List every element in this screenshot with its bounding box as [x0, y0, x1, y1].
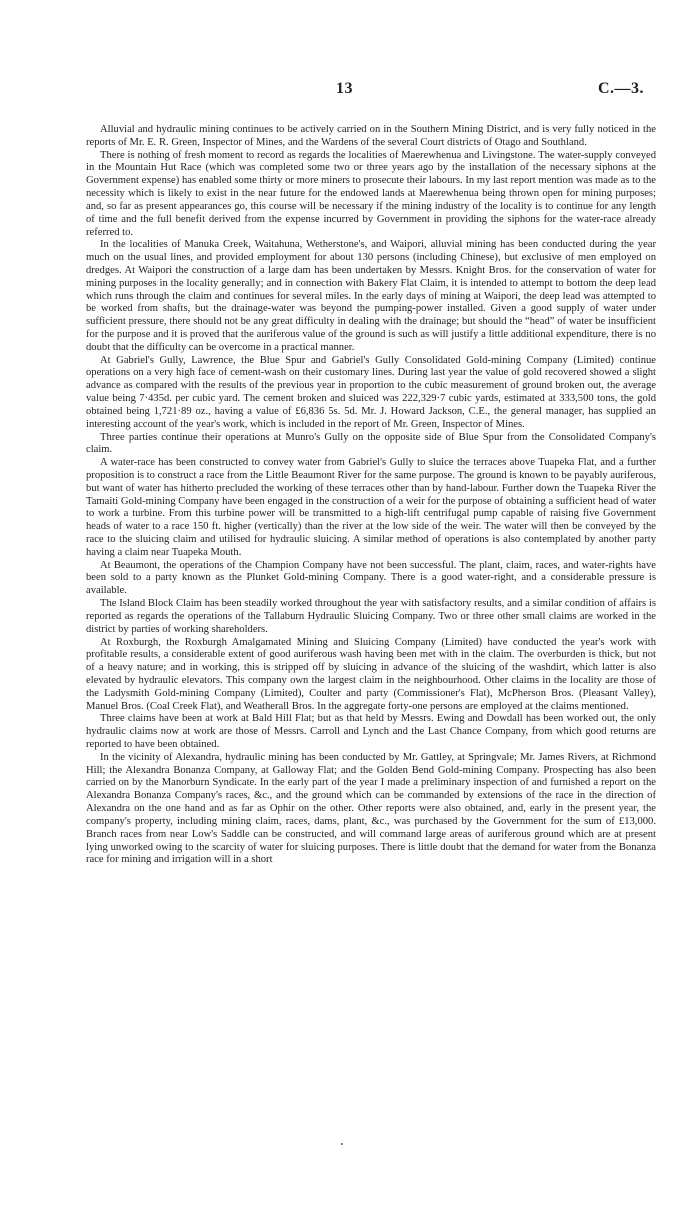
page-number: 13	[336, 80, 353, 97]
report-body	[86, 124, 656, 867]
paragraph-roxburgh: At Roxburgh, the Roxburgh Amalgamated Mining and Sluicing Company (Limited) have conducted the year's work with profitable results, a considerable extent of good auriferous wash having been met with in the claim. The overburden is thick, but not of a heavy nature; and in working, this is stripped off by sluicing in advance of the sluicing of the washdirt, which latter is also elevated by hydraulic elevators. This company own the largest claim in the neighbourhood. Other claims in the locality are those of the Ladysmith Gold-mining Company (Limited), Coulter and party (Commissioner's Flat), McPherson Bros. (Pleasant Valley), Manuel Bros. (Coal Creek Flat), and Weatherall Bros. In the aggregate forty-one persons are employed at the claims mentioned.	[86, 636, 656, 712]
paragraph-maerewhenua: There is nothing of fresh moment to record as regards the localities of Maerewhenua and Livingstone. The water-supply conveyed in the Mountain Hut Race (which was completed some two or three years ago by the installation of the necessary siphons at the Government expense) has enabled some thirty or more miners to prosecute their labours. In my last report mention was made as to the necessity which is likely to exist in the near future for the endowed lands at Maerewhenua being thrown open for mining purposes; and, so far as present appearances go, this course will be necessary if the mining industry of the locality is to continue for any length of time and the full benefit derived from the expense incurred by Government in providing the siphons for the water-race already referred to.	[86, 149, 656, 238]
paragraph-bald-hill-flat: Three claims have been at work at Bald Hill Flat; but as that held by Messrs. Ewing and Dowdall has been worked out, the only hydraulic claims now at work are those of Messrs. Carroll and Lynch and the Last Chance Company, from which good returns are reported to have been obtained.	[86, 713, 656, 750]
paragraph-water-race-tuapeka: A water-race has been constructed to convey water from Gabriel's Gully to sluice the terraces above Tuapeka Flat, and a further proposition is to construct a race from the Little Beaumont River for the same purpose. The ground is known to be payably auriferous, but want of water has hitherto precluded the working of these terraces other than by hand-labour. Further down the Tuapeka River the Tamaiti Gold-mining Company have been engaged in the construction of a weir for the purpose of obtaining a sufficient head of water to work a turbine. From this turbine power will be transmitted to a high-lift centrifugal pump capable of raising five Government heads of water to a race 150 ft. higher (vertically) than the river at the low side of the weir. The water will then be conveyed by the race to the sluicing claim and utilised for hydraulic sluicing. A similar method of operations is also contemplated by another party having a claim near Tuapeka Mouth.	[86, 457, 656, 558]
paragraph-beaumont: At Beaumont, the operations of the Champion Company have not been successful. The plant, claim, races, and water-rights have been sold to a party known as the Plunket Gold-mining Company. There is a good water-right, and a considerable pressure is available.	[86, 559, 656, 597]
paragraph-alexandra: In the vicinity of Alexandra, hydraulic mining has been conducted by Mr. Gattley, at Springvale; Mr. James Rivers, at Richmond Hill; the Alexandra Bonanza Company, at Galloway Flat; and the Golden Bend Gold-mining Company. Prospecting has also been carried on by the Manorburn Syndicate. In the early part of the year I made a preliminary inspection of and furnished a report on the Alexandra Bonanza Company's races, &c., and the ground which can be commanded by extensions of the race in the direction of Alexandra on the one hand and as far as Ophir on the other. Other reports were also obtained, and, early in the present year, the company's property, including mining claim, races, dams, plant, &c., was purchased by the Government for the sum of £13,000. Branch races from near Low's Saddle can be constructed, and will command large areas of auriferous ground which are at present lying unworked owing to the scarcity of water for sluicing purposes. There is little doubt that the demand for water from the Bonanza race for mining and irrigation will in a short	[86, 751, 656, 866]
paragraph-waipori: In the localities of Manuka Creek, Waitahuna, Wetherstone's, and Waipori, alluvial mining has been conducted during the year much on the usual lines, and provided employment for about 130 persons (including Chinese), but exclusive of men employed on dredges. At Waipori the construction of a large dam has been undertaken by Messrs. Knight Bros. for the conservation of water for mining purposes in the locality generally; and in connection with Bakery Flat Claim, it is intended to attempt to bottom the deep lead which runs through the claim and continues for several miles. In the early days of mining at Waipori, the deep lead was attempted to be worked from shafts, but the drainage-water was beyond the pumping-power installed. Given a good supply of water under sufficient pressure, there should not be any great difficulty in dealing with the drainage; but should the “head” of water be insufficient for the purpose and it is proved that the auriferous value of the ground is such as will justify a little additional expenditure, there is no doubt that the difficulty can be overcome in a practical manner.	[86, 239, 656, 353]
page-header	[0, 80, 700, 102]
paragraph-gabriels-gully: At Gabriel's Gully, Lawrence, the Blue Spur and Gabriel's Gully Consolidated Gold-mining Company (Limited) continue operations on a very high face of cement-wash on their customary lines. During last year the value of gold recovered showed a slight advance as compared with the results of the previous year in proportion to the cubic measurement of ground broken out, the average value being 7·435d. per cubic yard. The cement broken and sluiced was 222,329·7 cubic yards, estimated at 333,500 tons, the gold obtained being 1,721·89 oz., having a value of £6,836 5s. 5d. Mr. J. Howard Jackson, C.E., the general manager, has supplied an interesting account of the year's work, which is included in the report of Mr. Green, Inspector of Mines.	[86, 354, 656, 430]
document-reference: C.—3.	[597, 80, 644, 97]
paragraph-alluvial-mining: Alluvial and hydraulic mining continues to be actively carried on in the Southern Mining District, and is very fully noticed in the reports of Mr. E. R. Green, Inspector of Mines, and the Wardens of the several Court districts of Otago and Southland.	[86, 124, 656, 148]
paragraph-island-block: The Island Block Claim has been steadily worked throughout the year with satisfactory results, and a similar condition of affairs is reported as regards the operations of the Tallaburn Hydraulic Sluicing Company. Two or three other small claims are worked in the district by parties of working shareholders.	[86, 598, 656, 635]
page-speck	[341, 1143, 343, 1145]
paragraph-munros-gully: Three parties continue their operations at Munro's Gully on the opposite side of Blue Spur from the Consolidated Company's claim.	[86, 431, 656, 456]
